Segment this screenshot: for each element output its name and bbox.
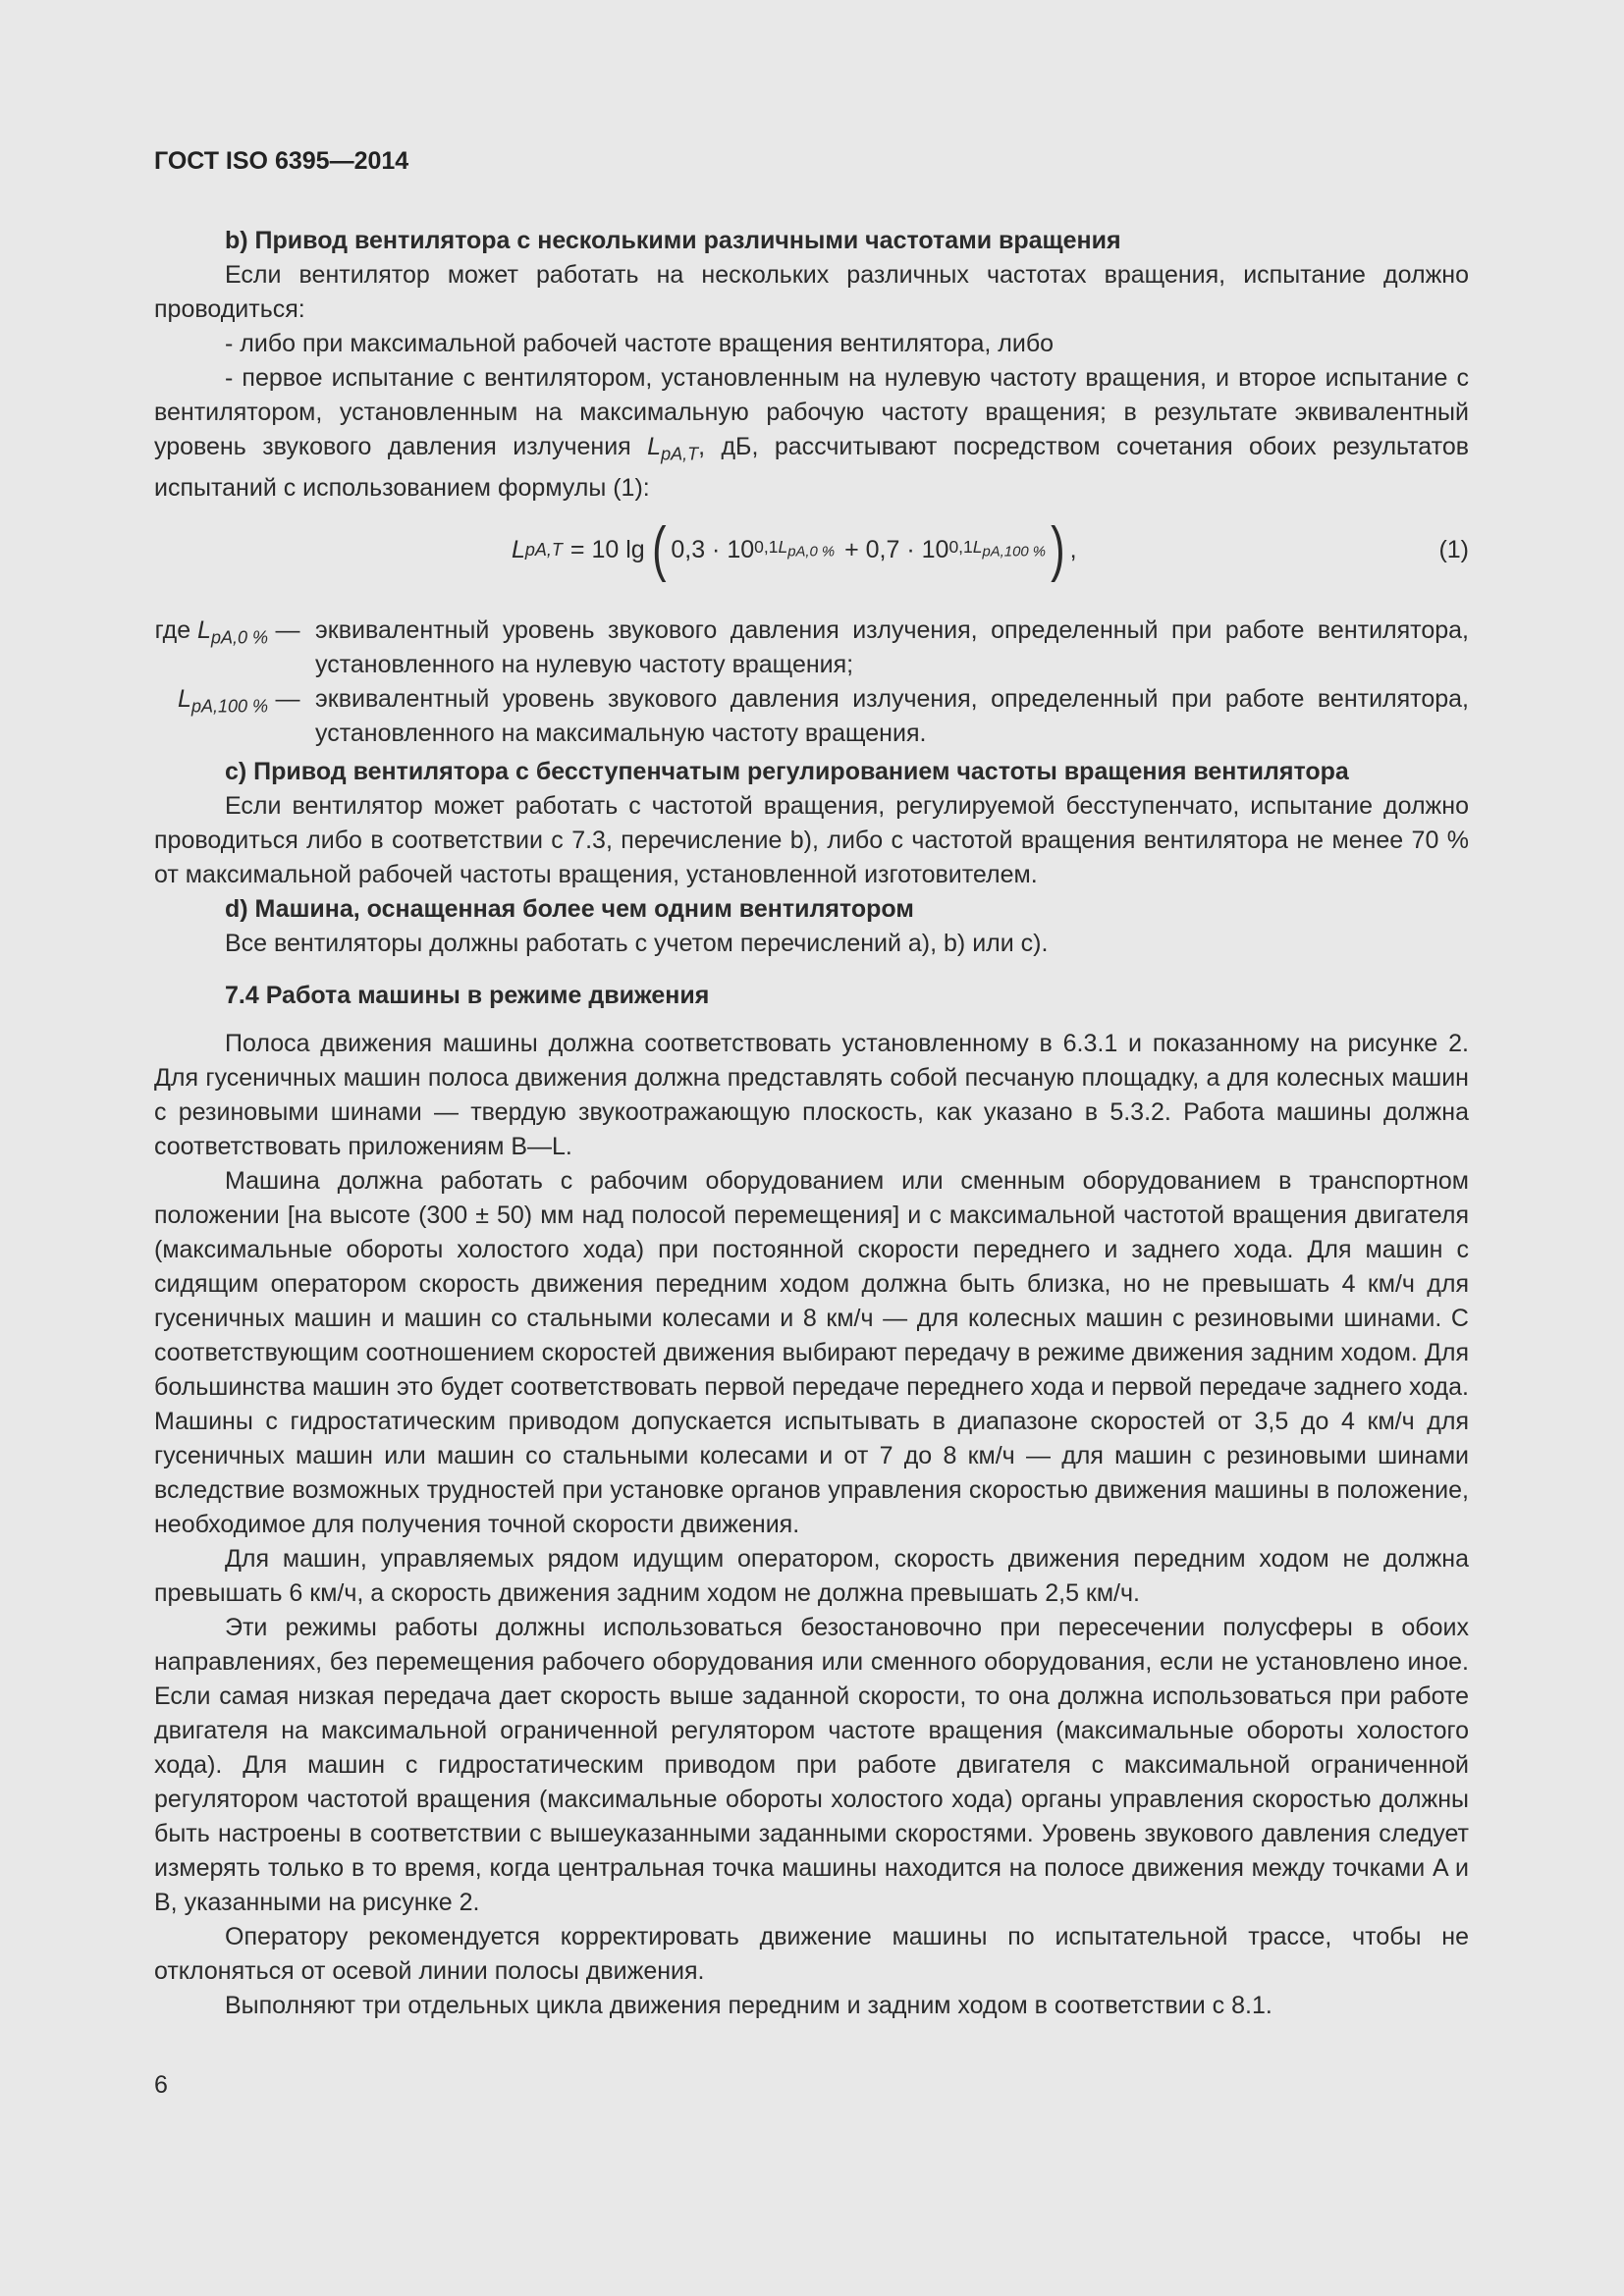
item-c-title: c) Привод вентилятора с бесступенчатым регулированием частоты вращения вентилятора — [225, 758, 1349, 786]
item-b-option-2 — [154, 361, 1469, 506]
level-subscript: pA,T — [661, 444, 699, 464]
where-item-2 — [131, 682, 1469, 751]
section-paragraph: Для машин, управляемых рядом идущим оператором, скорость движения передним ходом не должна превышать 6 км/ч, а скорость движения задним ходом не должна превышать 2,5 км/ч. — [154, 1545, 1469, 1608]
section-paragraph: Полоса движения машины должна соответствовать установленному в 6.3.1 и показанному на рисунке 2. Для гусеничных машин полоса движения должна представлять собой песчаную площадку, а для колесных машин с резиновыми шинами — твердую звукоотражающую плоскость, как указано в 5.3.2. Работа машины должна соответствовать приложениям В—L. — [154, 1030, 1469, 1161]
formula-lhs: L — [512, 535, 525, 563]
document-body — [154, 224, 1469, 2023]
section-7-4-title: 7.4 Работа машины в режиме движения — [225, 982, 710, 1010]
item-d-paragraph: Все вентиляторы должны работать с учетом перечислений a), b) или c). — [225, 930, 1049, 958]
section-paragraph: Эти режимы работы должны использоваться безостановочно при пересечении полусферы в обоих направлениях, без перемещения рабочего оборудования или сменного оборудования, если не установлено иное. Если самая низкая передача дает скорость выше заданной скорости, то она должна использоваться при работе двигателя на максимальной ограниченной регулятором частоте вращения (максимальные обороты холостого хода). Для машин с гидростатическим приводом при работе двигателя с максимальной ограниченной регулятором частотой вращения (максимальные обороты холостого хода) органы управления скоростью должны быть настроены в соответствии с вышеуказанными заданными скоростями. Уровень звукового давления следует измерять только в то время, когда центральная точка машины находится на полосе движения между точками A и B, указанными на рисунке 2. — [154, 1614, 1469, 1917]
formula-open-paren: ( — [651, 515, 667, 584]
where-definition-1: эквивалентный уровень звукового давления излучения, определенный при работе вентилятора, установленного на нулевую частоту вращения; — [315, 616, 1469, 679]
formula-exp-2: $0,1L_{pA,100 \%}$ — [948, 537, 1046, 561]
where-term-2: $L_{pA,100 \%}$ — [178, 685, 268, 717]
item-b-option-2-text: - первое испытание с вентилятором, установленным на нулевую частоту вращения, и второе испытание с вентилятором, установленным на максимальную рабочую частоту вращения; в результате эквивалентный уровень звукового давления излучения — [154, 364, 1469, 460]
formula-1 — [512, 515, 1077, 584]
where-dash: — — [275, 685, 300, 714]
formula-row — [154, 511, 1469, 600]
section-paragraph: Оператору рекомендуется корректировать движение машины по испытательной трассе, чтобы не отклоняться от осевой линии полосы движения. — [154, 1923, 1469, 1986]
where-term-1: где $L_{pA,0 \%}$ — [154, 616, 268, 648]
section-paragraph: Машина должна работать с рабочим оборудованием или сменным оборудованием в транспортном положении [на высоте (300 ± 50) мм над полосой перемещения] и с максимальной частотой вращения двигателя (максимальные обороты холостого хода) при постоянной скорости переднего и заднего хода. Для машин с сидящим оператором скорость движения передним ходом должна быть близка, но не превышать 4 км/ч для гусеничных машин и машин со стальными колесами и 8 км/ч — для колесных машин с резиновыми шинами. С соответствующим соотношением скоростей движения выбирают передачу в режиме движения задним ходом. Для большинства машин это будет соответствовать первой передаче переднего хода и первой передаче заднего хода. Машины с гидростатическим приводом допускается испытывать в диапазоне скоростей от 3,5 до 4 км/ч для гусеничных машин или машин со стальными колесами и от 7 до 8 км/ч — для машин с резиновыми шинами вследствие возможных трудностей при установке органов управления скоростью движения машины в положение, необходимое для получения точной скорости движения. — [154, 1167, 1469, 1539]
formula-close-paren: ) — [1051, 515, 1065, 584]
where-item-1 — [131, 614, 1469, 682]
where-definition-2: эквивалентный уровень звукового давления излучения, определенный при работе вентилятора, установленного на максимальную частоту вращения. — [315, 685, 1469, 748]
section-paragraph: Выполняют три отдельных цикла движения передним и задним ходом в соответствии с 8.1. — [225, 1992, 1272, 2020]
item-b-option-2-tail: , дБ, рассчитывают посредством сочетания обоих результатов испытаний с использованием формулы (1): — [154, 433, 1469, 503]
page-number: 6 — [154, 2071, 168, 2099]
formula-tail: , — [1069, 535, 1077, 563]
item-d-title: d) Машина, оснащенная более чем одним вентилятором — [225, 895, 914, 924]
formula-term-2: + 0,7 · 10 — [844, 535, 949, 563]
where-dash: — — [275, 616, 300, 645]
formula-lhs-sub: pA,T — [524, 539, 563, 560]
item-b-title: b) Привод вентилятора с несколькими различными частотами вращения — [225, 227, 1121, 254]
formula-exp-1: $0,1L_{pA,0 \%}$ — [754, 537, 836, 561]
level-symbol: L — [647, 433, 662, 460]
formula-number: (1) — [1438, 536, 1469, 564]
formula-term-1: 0,3 · 10 — [671, 535, 755, 563]
formula-eq: = 10 lg — [569, 535, 645, 563]
item-c-paragraph: Если вентилятор может работать с частотой вращения, регулируемой бесступенчато, испытание должно проводиться либо в соответствии с 7.3, перечисление b), либо с частотой вращения вентилятора не менее 70 % от максимальной рабочей частоты вращения, установленной изготовителем. — [154, 792, 1469, 889]
document-header: ГОСТ ISO 6395—2014 — [154, 147, 409, 175]
item-b-option-1: - либо при максимальной рабочей частоте вращения вентилятора, либо — [225, 330, 1055, 357]
item-b-paragraph: Если вентилятор может работать на нескольких различных частотах вращения, испытание должно проводиться: — [154, 261, 1469, 323]
